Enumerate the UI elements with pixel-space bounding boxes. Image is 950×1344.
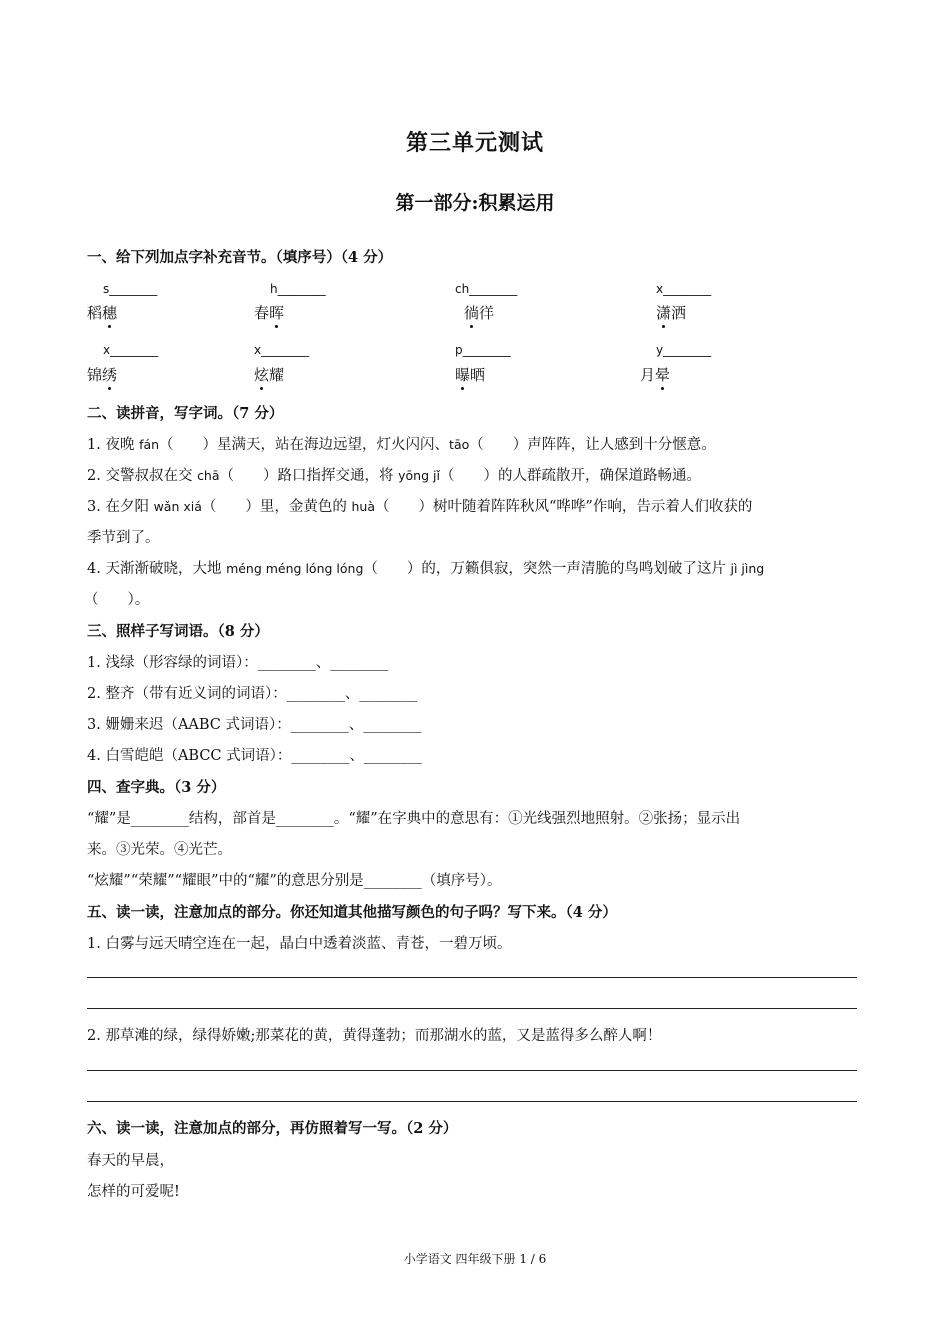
poem-line: 怎样的可爱呢! (87, 1184, 180, 1200)
word-item: 炫耀 (254, 366, 285, 384)
answer-line[interactable] (87, 1008, 857, 1009)
page-footer: 小学语文 四年级下册 1 / 6 (403, 1252, 547, 1266)
question-line: 2. 整齐（带有近义词的词语）：________、________ (87, 686, 418, 702)
question-line: “炫耀”“荣耀”“耀眼”中的“耀”的意思分别是________（填序号）。 (87, 873, 502, 889)
section-1-heading: 一、给下列加点字补充音节。（填序号）（4 分） (87, 249, 393, 266)
word-item: 春晖 (254, 304, 285, 322)
pinyin-blank[interactable]: ch________ (455, 282, 518, 296)
question-line: 来。③光荣。④光芒。 (87, 842, 232, 858)
word-item: 曝晒 (455, 366, 486, 384)
pinyin-blank[interactable]: y________ (656, 343, 712, 357)
answer-line[interactable] (87, 1070, 857, 1071)
section-6-heading: 六、读一读，注意加点的部分，再仿照着写一写。（2 分） (87, 1120, 458, 1137)
word-item: 月晕 (640, 366, 671, 384)
question-line: 3. 姗姗来迟（AABC 式词语）：________、________ (87, 717, 422, 733)
question-line: 1. 白雾与远天晴空连在一起，晶白中透着淡蓝、青苍，一碧万顷。 (87, 936, 512, 952)
question-line: 3. 在夕阳 wǎn xiá（ ）里，金黄色的 huà（ ）树叶随着阵阵秋风“哗哗”作响，告示着人们收获的 (87, 499, 753, 515)
question-line: （ ）。 (84, 592, 150, 608)
question-line: 季节到了。 (87, 530, 160, 546)
page-title: 第三单元测试 (405, 130, 544, 156)
answer-line[interactable] (87, 977, 857, 978)
word-item: 徜徉 (464, 304, 495, 322)
section-4-heading: 四、查字典。（3 分） (87, 779, 226, 796)
pinyin-blank[interactable]: x________ (656, 282, 712, 296)
answer-line[interactable] (87, 1101, 857, 1102)
pinyin-blank[interactable]: p________ (455, 343, 511, 357)
question-line: 1. 夜晚 fán（ ）星满天，站在海边远望，灯火闪闪、tāo（ ）声阵阵，让人感到十分惬意。 (87, 437, 716, 453)
section-2-heading: 二、读拼音，写字词。（7 分） (87, 405, 284, 422)
question-line: 4. 天渐渐破晓，大地 méng méng lóng lóng（ ）的，万籁俱寂，突然一声清脆的鸟鸣划破了这片 jì jìng (87, 561, 765, 577)
word-item: 锦绣 (87, 366, 118, 384)
pinyin-blank[interactable]: x________ (254, 343, 310, 357)
question-line: 4. 白雪皑皑（ABCC 式词语）：________、________ (87, 748, 422, 764)
pinyin-blank[interactable]: h________ (270, 282, 326, 296)
poem-line: 春天的早晨， (87, 1153, 174, 1169)
section-5-heading: 五、读一读，注意加点的部分。你还知道其他描写颜色的句子吗？写下来。（4 分） (87, 904, 617, 921)
pinyin-blank[interactable]: x________ (103, 343, 159, 357)
question-line: 2. 那草滩的绿，绿得娇嫩;那菜花的黄，黄得蓬勃；而那湖水的蓝，又是蓝得多么醉人啊！ (87, 1028, 662, 1044)
question-line: 2. 交警叔叔在交 chā（ ）路口指挥交通，将 yōng jǐ（ ）的人群疏散开，确保道路畅通。 (87, 468, 701, 484)
part-title: 第一部分:积累运用 (395, 192, 555, 214)
word-item: 潇洒 (656, 304, 687, 322)
question-line: “耀”是________结构，部首是________。“耀”在字典中的意思有：①光线强烈地照射。②张扬；显示出 (87, 811, 741, 827)
question-line: 1. 浅绿（形容绿的词语）：________、________ (87, 655, 389, 671)
section-3-heading: 三、照样子写词语。（8 分） (87, 623, 269, 640)
pinyin-blank[interactable]: s________ (103, 282, 158, 296)
word-item: 稻穗 (87, 304, 118, 322)
